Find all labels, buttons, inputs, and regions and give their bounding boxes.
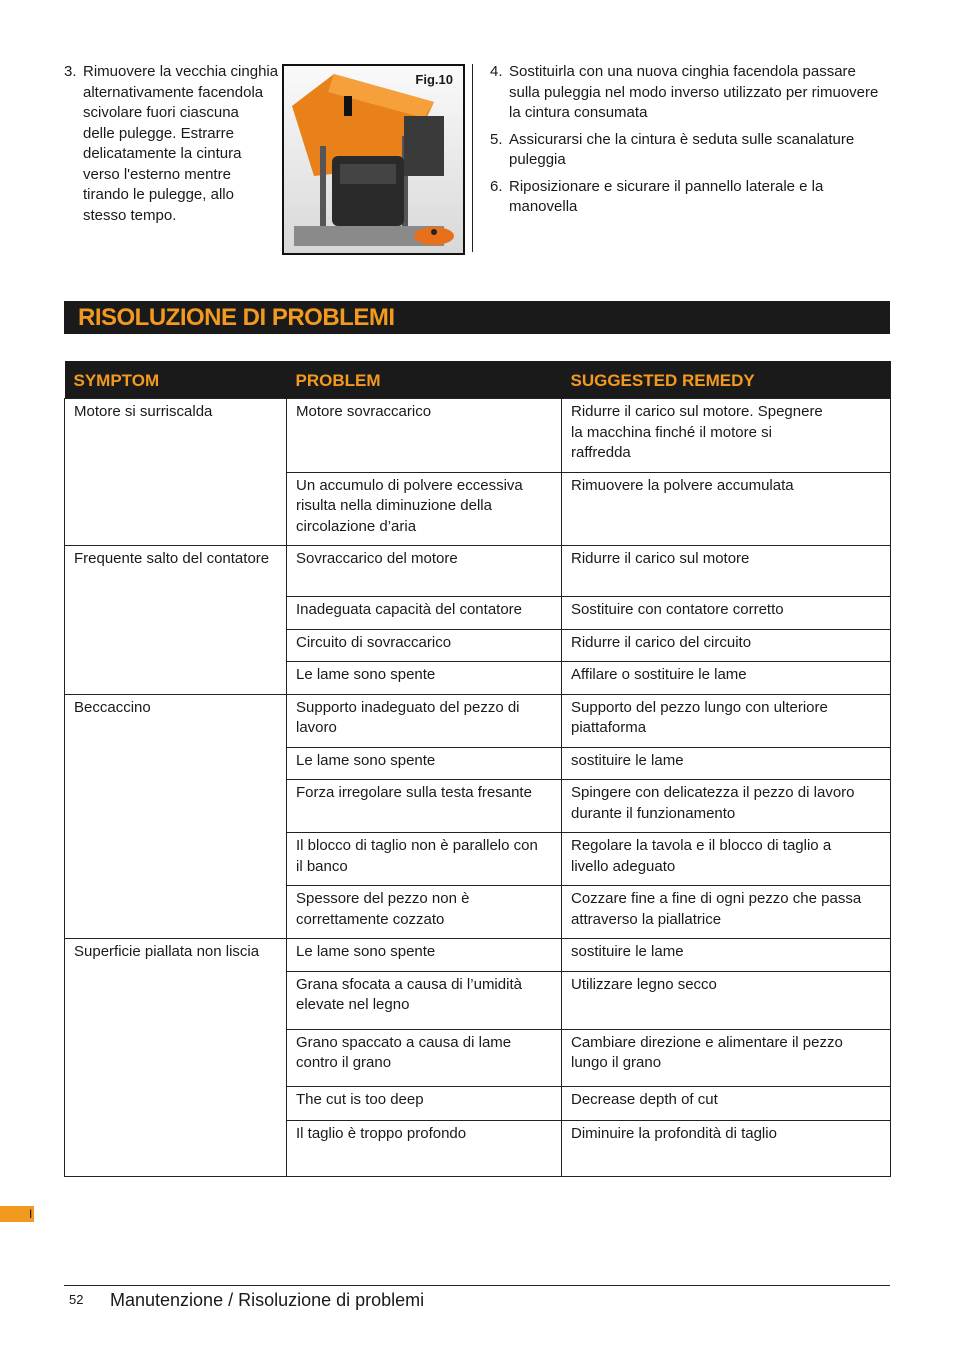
step-text-line: puleggia <box>509 151 566 168</box>
step-number: 4. <box>490 63 503 80</box>
remedy-cell: sostituire le lame <box>562 939 891 972</box>
remedy-cell: Rimuovere la polvere accumulata <box>562 472 891 546</box>
remedy-cell: Decrease depth of cut <box>562 1086 891 1120</box>
step-item <box>64 62 284 226</box>
footer-divider <box>64 1285 890 1286</box>
step-text-line: Assicurarsi che la cintura è seduta sulle scanalature <box>509 130 855 148</box>
header-remedy: SUGGESTED REMEDY <box>562 361 891 399</box>
step-number: 3. <box>64 63 77 80</box>
remedy-cell: Cambiare direzione e alimentare il pezzo lungo il grano <box>562 1029 891 1086</box>
table-row <box>65 399 891 473</box>
problem-cell: Inadeguata capacità del contatore <box>287 597 562 630</box>
troubleshooting-table <box>64 361 891 1177</box>
remedy-cell: Ridurre il carico del circuito <box>562 629 891 662</box>
step-number: 5. <box>490 130 503 148</box>
step-text-line: stesso tempo. <box>83 206 177 224</box>
language-tab-letter: I <box>29 1207 33 1221</box>
problem-cell: Grana sfocata a causa di l’umidità elevate nel legno <box>287 971 562 1029</box>
problem-cell: Il taglio è troppo profondo <box>287 1120 562 1176</box>
footer-title: Manutenzione / Risoluzione di problemi <box>110 1290 425 1310</box>
step-item <box>490 177 900 218</box>
step-item <box>490 62 900 124</box>
symptom-cell: Motore si surriscalda <box>65 399 287 546</box>
problem-cell: Spessore del pezzo non è correttamente cozzato <box>287 886 562 939</box>
step-text-line: manovella <box>509 198 578 215</box>
step-text-line: delicatamente la cintura <box>83 145 242 162</box>
problem-cell: Supporto inadeguato del pezzo di lavoro <box>287 694 562 747</box>
problem-cell: Circuito di sovraccarico <box>287 629 562 662</box>
remedy-cell: Affilare o sostituire le lame <box>562 662 891 695</box>
step-text-line: scivolare fuori ciascuna <box>83 104 239 121</box>
figure-label: Fig.10 <box>415 72 453 87</box>
step-text-line: la cintura consumata <box>509 104 648 121</box>
problem-cell: Le lame sono spente <box>287 747 562 780</box>
remedy-cell: Sostituire con contatore corretto <box>562 597 891 630</box>
remedy-cell: Ridurre il carico sul motore <box>562 546 891 597</box>
remedy-cell: Supporto del pezzo lungo con ulteriore piattaforma <box>562 694 891 747</box>
section-title: RISOLUZIONE DI PROBLEMI <box>78 304 395 331</box>
symptom-cell: Frequente salto del contatore <box>65 546 287 695</box>
problem-cell: Forza irregolare sulla testa fresante <box>287 780 562 833</box>
step-item <box>490 130 900 171</box>
remedy-cell: Utilizzare legno secco <box>562 971 891 1029</box>
planer-photo <box>284 66 463 253</box>
remedy-cell: Diminuire la profondità di taglio <box>562 1120 891 1176</box>
problem-cell: Sovraccarico del motore <box>287 546 562 597</box>
step-text-line: Rimuovere la vecchia cinghia <box>83 63 279 80</box>
problem-cell: Il blocco di taglio non è parallelo con il banco <box>287 833 562 886</box>
column-divider <box>472 64 473 252</box>
problem-cell: The cut is too deep <box>287 1086 562 1120</box>
symptom-cell: Superficie piallata non liscia <box>65 939 287 1177</box>
problem-cell: Grano spaccato a causa di lame contro il grano <box>287 1029 562 1086</box>
remedy-cell: Spingere con delicatezza il pezzo di lavoro durante il funzionamento <box>562 780 891 833</box>
table-row <box>65 939 891 972</box>
remedy-cell: sostituire le lame <box>562 747 891 780</box>
step-text-line: sulla puleggia nel modo inverso utilizzato per rimuovere <box>509 83 879 101</box>
problem-cell: Un accumulo di polvere eccessiva risulta nella diminuzione della circolazione d’aria <box>287 472 562 546</box>
header-symptom: SYMPTOM <box>65 361 287 399</box>
header-problem: PROBLEM <box>287 361 562 399</box>
remedy-cell: Cozzare fine a fine di ogni pezzo che passa attraverso la piallatrice <box>562 886 891 939</box>
table-body <box>65 399 891 1177</box>
step-text-line: Sostituirla con una nuova cinghia facendola passare <box>509 63 856 80</box>
step-text-line: verso l'esterno mentre <box>83 165 231 183</box>
remedy-cell: Ridurre il carico sul motore. Spegnere la macchina finché il motore si raffredda <box>562 399 891 473</box>
step-number: 6. <box>490 177 503 195</box>
steps-right <box>490 62 900 224</box>
page-number: 52 <box>69 1292 84 1307</box>
step-text-line: alternativamente facendola <box>83 83 264 101</box>
figure-10 <box>282 64 465 255</box>
steps-left <box>64 62 284 226</box>
table-row <box>65 546 891 597</box>
step-text-line: tirando le pulegge, allo <box>83 186 234 203</box>
problem-cell: Le lame sono spente <box>287 662 562 695</box>
remedy-cell: Regolare la tavola e il blocco di taglio a livello adeguato <box>562 833 891 886</box>
step-text-line: Riposizionare e sicurare il pannello laterale e la <box>509 177 824 195</box>
section-header <box>64 301 890 334</box>
problem-cell: Motore sovraccarico <box>287 399 562 473</box>
step-text-line: delle pulegge. Estrarre <box>83 124 234 142</box>
symptom-cell: Beccaccino <box>65 694 287 939</box>
table-row <box>65 694 891 747</box>
table-header-row <box>65 361 891 399</box>
problem-cell: Le lame sono spente <box>287 939 562 972</box>
